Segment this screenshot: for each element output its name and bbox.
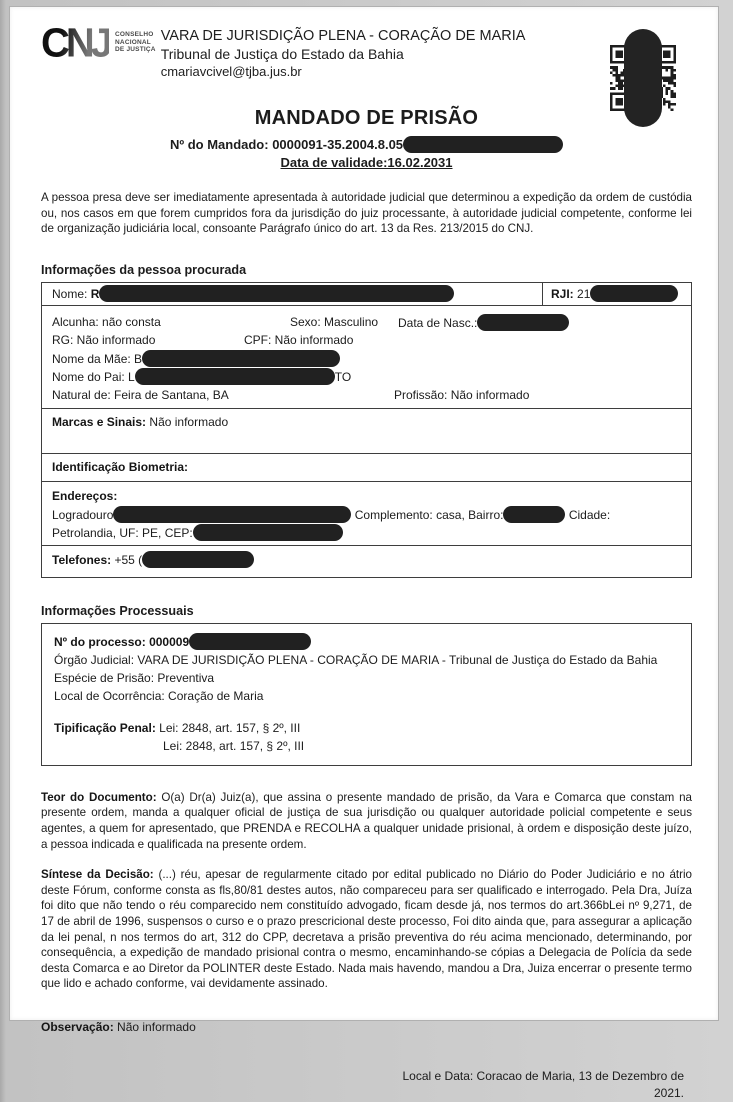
city-label: Cidade:	[568, 507, 611, 522]
sexo-field: Sexo: Masculino	[290, 314, 379, 329]
observation-value: Não informado	[117, 1019, 196, 1034]
redaction-blob	[142, 551, 254, 568]
cnj-org-line: CONSELHO	[115, 31, 154, 38]
process-number-visible: 000009	[149, 634, 190, 649]
document-page	[9, 6, 719, 1100]
mother-label: Nome da Mãe:	[52, 351, 131, 366]
validity-date: Data de validade:16.02.2031	[280, 155, 453, 170]
biometric-label: Identificação Biometria:	[52, 460, 189, 475]
observation-field	[41, 1020, 692, 1034]
cpf-field: CPF: Não informado	[244, 333, 354, 348]
redaction-blob	[99, 285, 454, 302]
cnj-org-line: DE JUSTIÇA	[115, 46, 156, 53]
tribunal-name: Tribunal de Justiça do Estado da Bahia	[160, 46, 404, 62]
father-label: Nome do Pai:	[52, 370, 125, 385]
process-number-field	[54, 633, 679, 651]
detail-row	[52, 314, 681, 333]
phones-visible-fragment: +55 (	[114, 552, 143, 567]
court-info	[161, 27, 526, 81]
process-number-label: Nº do processo:	[54, 634, 146, 649]
redaction-blob	[135, 368, 335, 385]
document-header	[41, 20, 692, 81]
birthplace-field: Natural de: Feira de Santana, BA	[52, 387, 229, 402]
name-visible-fragment: R	[90, 287, 100, 302]
rg-field: RG: Não informado	[52, 333, 156, 348]
person-details	[42, 306, 691, 409]
redaction-blob	[403, 136, 563, 153]
document-title: MANDADO DE PRISÃO	[254, 107, 479, 129]
observation-label: Observação:	[41, 1019, 114, 1034]
name-row	[42, 283, 691, 306]
name-field	[42, 285, 542, 302]
name-label: Nome:	[52, 287, 88, 302]
city-state-cep: Petrolandia, UF: PE, CEP:	[52, 526, 193, 541]
biometric-field	[42, 453, 691, 481]
intro-paragraph: A pessoa presa deve ser imediatamente apresentada à autoridade judicial que determinou a expedição da ordem de custódia ou, nos casos em que forem cumpridos fora da jurisdição do juiz processante, à autoridade judicial competente, conforme lei de organização judiciária local, consoante Parágrafo único do art. 13 da Res. 213/2015 do CNJ.	[41, 191, 692, 236]
street-label: Logradouro	[52, 507, 114, 522]
alcunha-field: Alcunha: não consta	[52, 314, 161, 329]
redaction-blob	[477, 314, 569, 331]
title-block	[41, 107, 692, 170]
process-info-box	[41, 623, 692, 766]
redaction-blob	[503, 506, 565, 523]
marks-label: Marcas e Sinais:	[52, 415, 147, 430]
profession-field: Profissão: Não informado	[394, 387, 530, 402]
person-info-box	[41, 282, 692, 578]
penal-classification-field	[54, 719, 679, 737]
redaction-blob	[189, 633, 311, 650]
judicial-organ-field: Órgão Judicial: VARA DE JURISDIÇÃO PLENA - CORAÇÃO DE MARIA - Tribunal de Justiça do Estado da Bahia	[54, 652, 658, 667]
rji-field	[542, 283, 691, 305]
rji-label: RJI:	[551, 286, 574, 301]
content-text: O(a) Dr(a) Juiz(a), que assina o presente mandado de prisão, da Vara e Comarca que constam na presente ordem, manda a qualquer oficial de justiça de sua jurisdição ou qualquer autoridade policial competente e seus agentes, a quem for apresentado, que PRENDA e RECOLHA a qualquer unidade prisional, à ordem e disposição deste juízo, a pessoa indicada e qualificada na presente ordem.	[41, 790, 692, 851]
penal-classification-label: Tipificação Penal:	[54, 720, 156, 735]
phones-label: Telefones:	[52, 552, 112, 567]
document-content-paragraph	[41, 790, 692, 852]
phones-field	[42, 545, 691, 577]
court-name: VARA DE JURISDIÇÃO PLENA - CORAÇÃO DE MARIA	[160, 28, 526, 44]
addresses-label: Endereços:	[52, 489, 118, 504]
mandado-number	[41, 136, 692, 153]
redaction-blob	[624, 29, 662, 127]
marks-field	[42, 408, 691, 453]
decision-text: (...) réu, apesar de regularmente citado por edital publicado no Diário do Poder Judiciário e no átrio deste Fórum, conforme consta as fls,80/81 destes autos, não compareceu para ser qualificado e interrogado. Pela Dra, Juíza foi dito que não tendo o réu comparecido nem constituído advogado, ficam desde já, nos termos do art.366bLei nº 9,271, de 17 de abril de 1996, suspensos o curso e o prazo prescricional deste processo, Foi dito ainda que, para assegurar a aplicação da lei penal, n nos termos do art, 312 do CPP, decretava a prisão preventiva do réu acima mencionado, determinando, por consequência, a expedição de mandado prisional contra o mesmo, encaminhando-se cópias a Delegacia de Polícia da sede desta Comarca e ao Diretor da POLINTER deste Estado. Nada mais havendo, mandou a Dra, Juiza encerrar o presente termo que lido e achado conforme, vai devidamente assinado.	[41, 868, 692, 991]
decision-label: Síntese da Decisão:	[41, 868, 154, 882]
addresses-field	[42, 481, 691, 545]
redaction-blob	[193, 524, 343, 541]
redaction-blob	[113, 506, 351, 523]
redaction-blob	[590, 285, 678, 302]
address-line-1	[52, 506, 681, 525]
father-visible-fragment: L	[128, 370, 135, 385]
mother-visible-fragment: B	[134, 351, 143, 366]
penal-law-1: Lei: 2848, art. 157, § 2º, III	[159, 720, 301, 735]
occurrence-place-field: Local de Ocorrência: Coração de Maria	[54, 688, 264, 703]
address-complement: Complemento: casa, Bairro:	[354, 507, 504, 522]
section-title-processo: Informações Processuais	[41, 603, 194, 618]
prison-type-field: Espécie de Prisão: Preventiva	[54, 670, 215, 685]
address-line-2	[52, 524, 681, 543]
marks-value: Não informado	[149, 415, 229, 430]
father-field	[52, 368, 681, 387]
detail-row	[52, 387, 681, 405]
decision-summary-paragraph	[41, 867, 692, 992]
place-and-date: Local e Data: Coracao de Maria, 13 de Dezembro de 2021.	[402, 1068, 684, 1100]
penal-law-2: Lei: 2848, art. 157, § 2º, III	[163, 738, 305, 753]
content-label: Teor do Documento:	[41, 790, 157, 804]
rji-visible-fragment: 21	[577, 286, 591, 301]
qr-code	[610, 45, 676, 111]
cnj-org-line: NACIONAL	[115, 38, 151, 46]
cnj-logo: CNJ	[41, 20, 110, 66]
mother-field	[52, 350, 681, 369]
cnj-org-name	[115, 31, 156, 54]
birthdate-field	[398, 314, 569, 333]
court-email: cmariavcivel@tjba.jus.br	[160, 64, 302, 79]
redaction-blob	[142, 350, 340, 367]
detail-row	[52, 332, 681, 350]
mandado-number-text: Nº do Mandado: 0000091-35.2004.8.05	[169, 137, 404, 152]
section-title-pessoa: Informações da pessoa procurada	[41, 262, 247, 277]
father-visible-fragment: TO	[334, 370, 352, 385]
birthdate-label: Data de Nasc.:	[398, 315, 478, 330]
